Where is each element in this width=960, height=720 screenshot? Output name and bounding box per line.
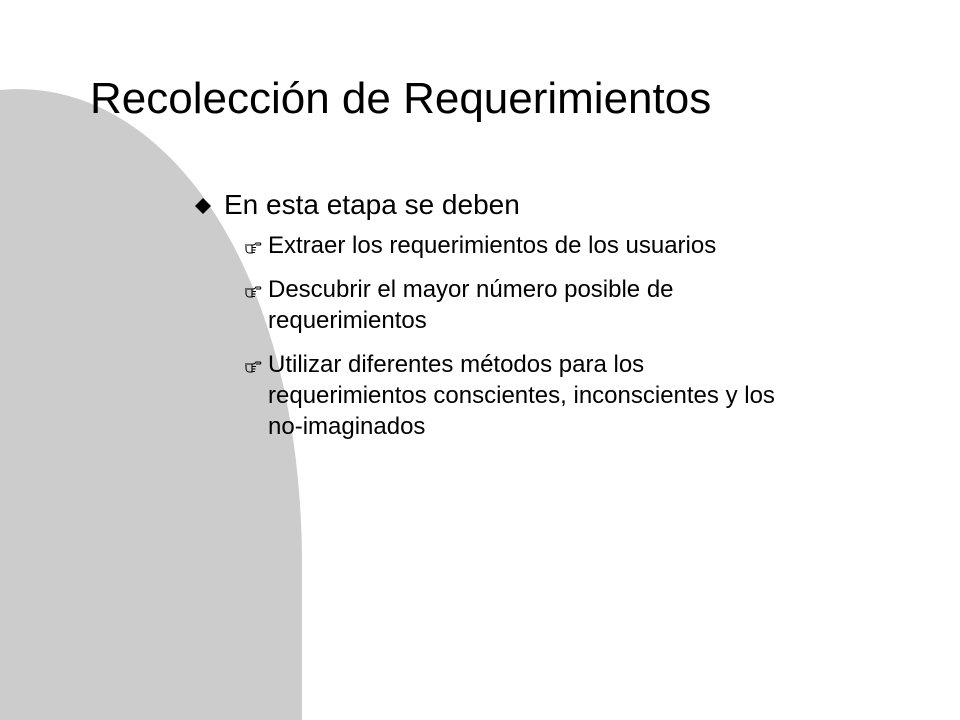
- sub-bullet-text: Extraer los requerimientos de los usuarios: [268, 232, 717, 259]
- sub-bullet-item: [194, 274, 794, 336]
- sub-bullet-item: [194, 230, 794, 261]
- pointing-hand-icon: [244, 238, 262, 256]
- slide-title: Recolección de Requerimientos: [90, 74, 712, 123]
- bullet-text: En esta etapa se deben: [224, 189, 520, 220]
- slide-content: [194, 186, 794, 455]
- pointing-hand-icon: [244, 282, 262, 300]
- sub-bullet-text: Descubrir el mayor número posible de requerimientos: [268, 276, 674, 334]
- sub-bullet-list: [194, 230, 794, 442]
- pointing-hand-icon: [244, 357, 262, 375]
- filled-diamond-icon: [194, 197, 212, 215]
- bullet-item: [194, 186, 794, 224]
- sub-bullet-text: Utilizar diferentes métodos para los requerimientos conscientes, inconscientes y los no-imaginados: [268, 351, 775, 440]
- sub-bullet-item: [194, 349, 794, 442]
